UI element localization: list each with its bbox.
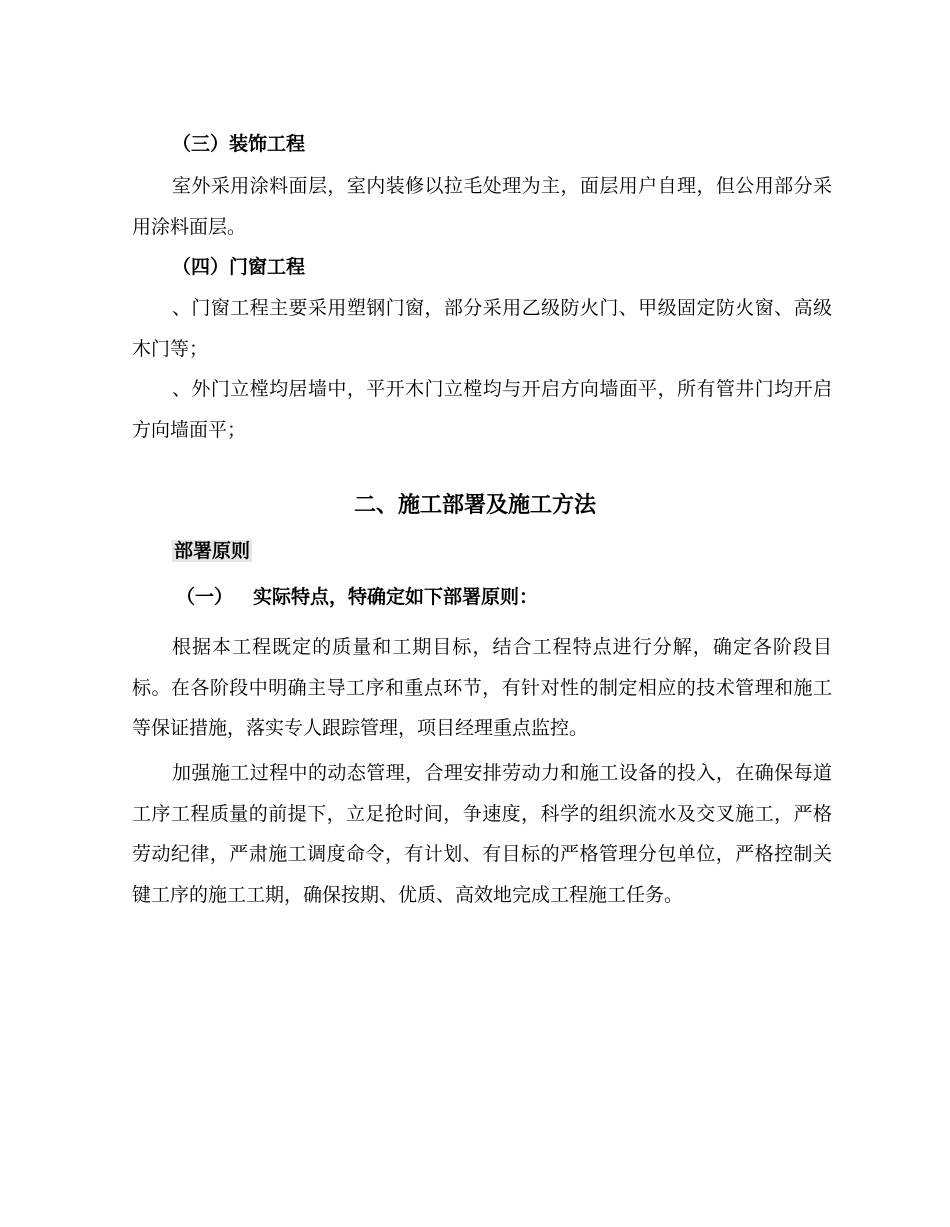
principle-item-heading — [176, 584, 538, 610]
subheading-highlight: 部署原则 — [174, 540, 251, 562]
principle-item-text: 实际特点，特确定如下部署原则： — [253, 586, 539, 608]
doors-windows-heading: （四）门窗工程 — [172, 256, 306, 278]
deployment-principles-subheading — [172, 538, 252, 564]
principle-item-number: （一） — [176, 586, 234, 608]
chapter-title: 二、施工部署及施工方法 — [353, 493, 596, 518]
doors-windows-paragraph-2: 、外门立樘均居墙中，平开木门立樘均与开启方向墙面平，所有管井门均开启方向墙面平； — [132, 378, 832, 441]
principle-paragraph-1: 根据本工程既定的质量和工期目标，结合工程特点进行分解，确定各阶段目标。在各阶段中明确主导工序和重点环节，有针对性的制定相应的技术管理和施工等保证措施，落实专人跟踪管理，项目经理重点监控。 — [132, 636, 832, 739]
decoration-heading: （三）装饰工程 — [172, 133, 306, 155]
doors-windows-paragraph-1: 、门窗工程主要采用塑钢门窗，部分采用乙级防火门、甲级固定防火窗、高级木门等； — [132, 297, 832, 360]
decoration-paragraph: 室外采用涂料面层，室内装修以拉毛处理为主，面层用户自理，但公用部分采用涂料面层。 — [132, 175, 832, 238]
principle-paragraph-2: 加强施工过程中的动态管理，合理安排劳动力和施工设备的投入，在确保每道工序工程质量的前提下，立足抢时间，争速度，科学的组织流水及交叉施工，严格劳动纪律，严肃施工调度命令，有计划、有目标的严格管理分包单位，严格控制关键工序的施工工期，确保按期、优质、高效地完成工程施工任务。 — [132, 762, 832, 906]
